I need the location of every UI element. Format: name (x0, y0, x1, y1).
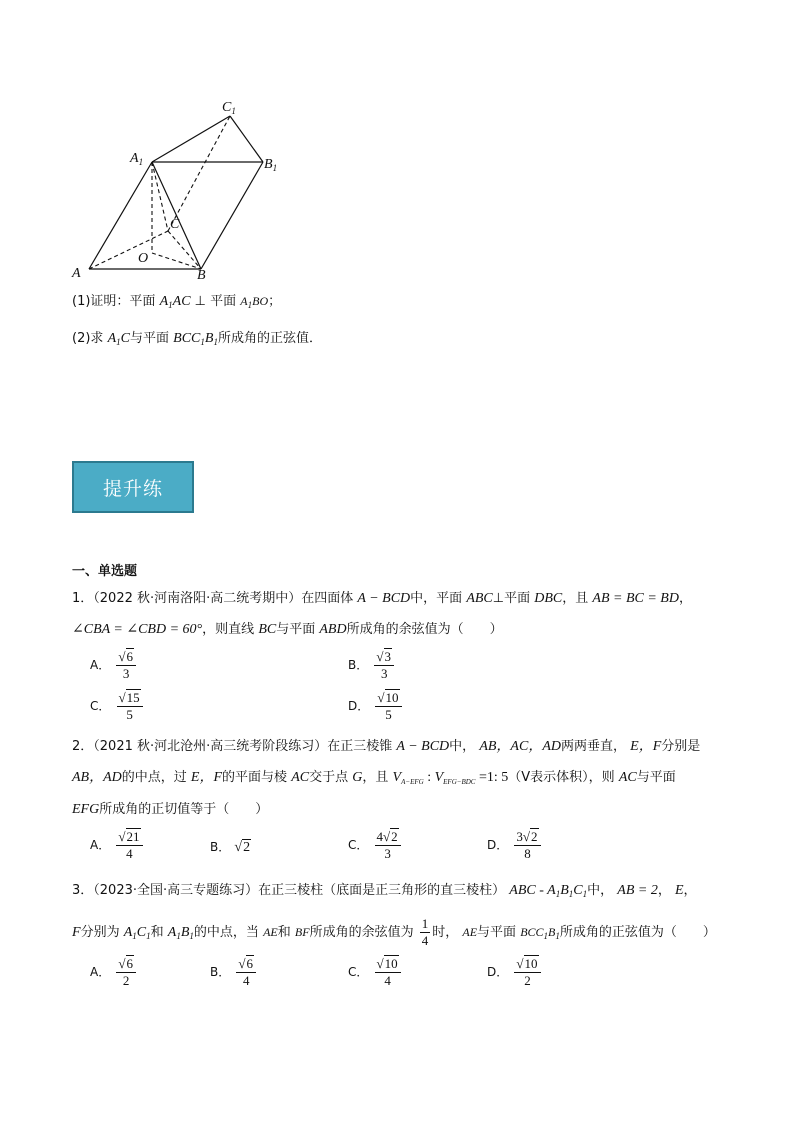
q1-option-b[interactable]: B． $\frac{√3}{3}$ (348, 650, 396, 681)
label-A: A (72, 266, 81, 281)
dashed-A1-C (152, 162, 168, 231)
subsection-title: 一、单选题 (72, 564, 138, 579)
q2-line-2: AB，AD的中点，过 E，F的平面与棱 AC交于点 G，且 $V_{A-EFG}$ : $V_{EFG-BDC} =1$: 5（V表示体积），则 AC与平面 (72, 770, 676, 786)
q2-option-a[interactable]: A． $\frac{√21}{4}$ (90, 830, 145, 861)
q2-line-1: 2．（2021 秋·河北沧州·高三统考阶段练习）在正三棱锥 A − BCD中， AB，AC，AD两两垂直， E，F分别是 (72, 739, 701, 754)
q2-line-3: EFG所成角的正切值等于（ ） (72, 802, 269, 817)
part-1: (1)证明：平面 $A_1AC$ ⊥ 平面 $A_1BO$； (72, 294, 282, 310)
label-A1: $A_1$ (130, 151, 144, 167)
label-C: C (170, 217, 180, 232)
label-O: O (138, 251, 149, 266)
q3-option-b[interactable]: B． $\frac{√6}{4}$ (210, 957, 258, 988)
dashed-O-B (152, 253, 201, 269)
section-title: 提升练 (102, 477, 163, 500)
edge-A1-C1 (152, 116, 230, 162)
q2-option-d[interactable]: D． $\frac{3√2}{8}$ (487, 830, 543, 861)
label-C1: $C_1$ (222, 100, 236, 116)
q3-option-a[interactable]: A． $\frac{√6}{2}$ (90, 957, 138, 988)
q1-line-2: ∠CBA = ∠CBD = 60°，则直线 BC与平面 ABD所成角的余弦值为（ ） (72, 622, 503, 637)
q3-line-1: 3．（2023·全国·高三专题练习）在正三棱柱（底面是正三角形的直三棱柱） ABC - $A_1B_1C_1$中， AB = 2， E， (72, 883, 697, 899)
q3-option-c[interactable]: C． $\frac{√10}{4}$ (348, 957, 403, 988)
q3-line-2: F分别为 $A_1C_1$和 $A_1B_1$的中点，当 AE和 BF所成角的余弦值为 $\frac{1}{4}$ 时， AE与平面 $BCC_1B_1$所成角的正弦值为（ ） (72, 916, 716, 948)
dashed-C-C1 (168, 116, 230, 231)
edge-B-B1 (201, 162, 263, 269)
q3-option-d[interactable]: D． $\frac{√10}{2}$ (487, 957, 543, 988)
dashed-C-B (168, 231, 201, 269)
q1-option-a[interactable]: A． $\frac{√6}{3}$ (90, 650, 138, 681)
q1-option-d[interactable]: D． $\frac{√10}{5}$ (348, 691, 404, 722)
part-2: (2)求 $A_1C$与平面 $BCC_1B_1$所成角的正弦值． (72, 331, 322, 347)
q1-line-1: 1．（2022 秋·河南洛阳·高二统考期中）在四面体 A − BCD中，平面 ABC⊥平面 DBC，且 AB = BC = BD， (72, 591, 692, 606)
prism-figure (60, 95, 300, 285)
q1-option-c[interactable]: C． $\frac{√15}{5}$ (90, 691, 145, 722)
section-title-box (72, 461, 194, 513)
q2-option-b[interactable]: B． √2 (210, 840, 251, 855)
q2-option-c[interactable]: C． $\frac{4√2}{3}$ (348, 830, 403, 861)
edge-C1-B1 (230, 116, 263, 162)
label-B1: $B_1$ (264, 157, 278, 173)
label-B: B (197, 268, 206, 283)
